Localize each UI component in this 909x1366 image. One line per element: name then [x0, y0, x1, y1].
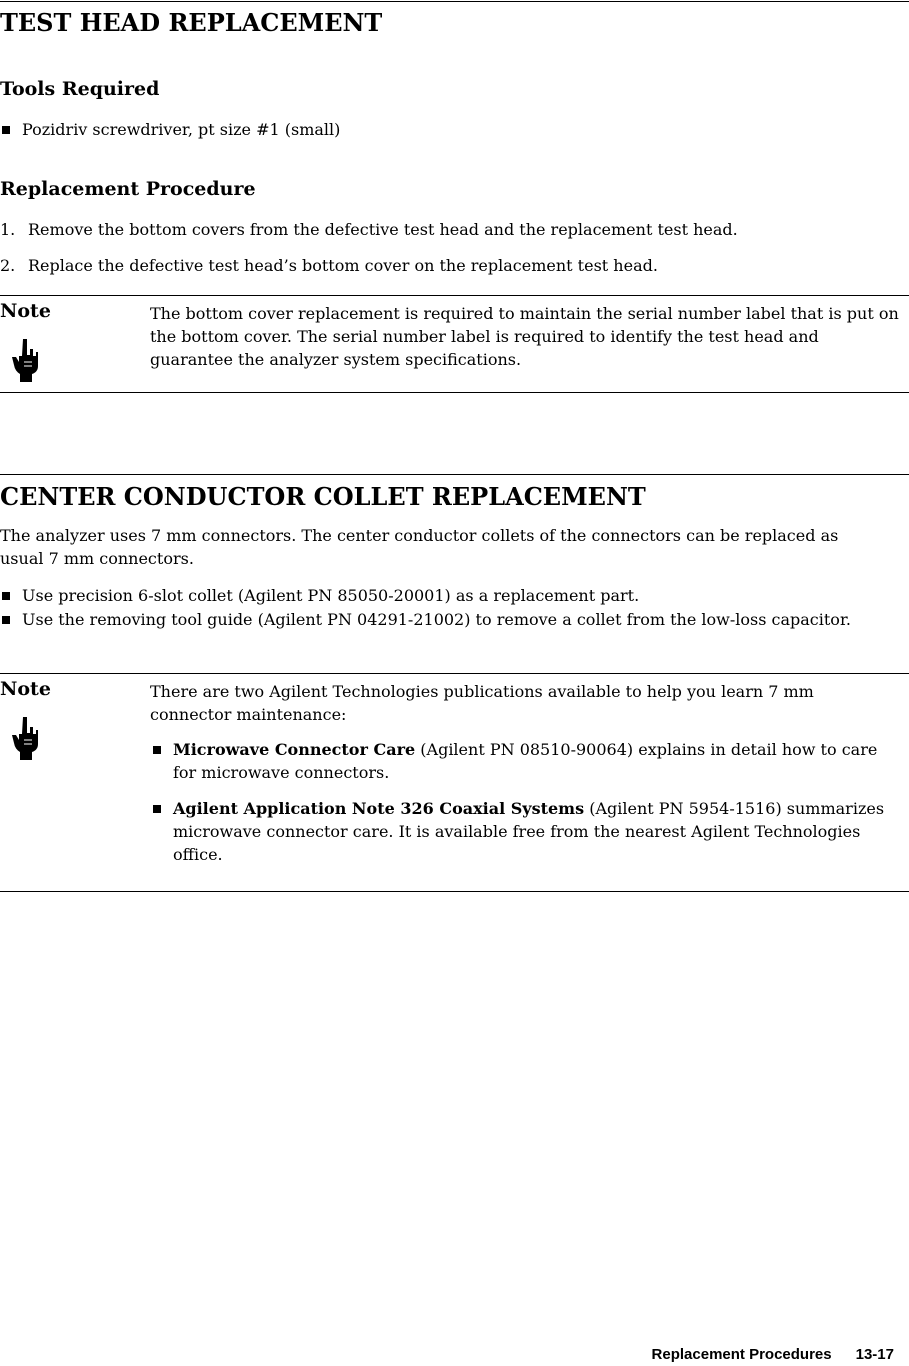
publication-description: (Agilent PN 5954-1516) summarizes microwave connector care. It is available free from the nearest Agilent Technologies office.	[173, 799, 885, 864]
pointing-hand-icon	[10, 338, 40, 382]
bullet-icon	[2, 126, 10, 134]
note-top-rule	[0, 295, 909, 296]
note-label: Note	[0, 678, 51, 700]
section-rule	[0, 1, 909, 2]
note-bottom-rule	[0, 392, 909, 393]
step-number: 2.	[0, 256, 16, 275]
publication-title: Microwave Connector Care	[173, 740, 416, 759]
note-label: Note	[0, 300, 51, 322]
note-text: There are two Agilent Technologies publications available to help you learn 7 mm connector maintenance:	[150, 682, 814, 724]
step-text: Replace the defective test head’s bottom cover on the replacement test head.	[28, 256, 658, 275]
collet-bullet: Use the removing tool guide (Agilent PN 04291-21002) to remove a collet from the low-loss capacitor.	[22, 610, 851, 629]
section-title-test-head: TEST HEAD REPLACEMENT	[0, 8, 383, 37]
collet-bullet: Use precision 6-slot collet (Agilent PN 85050-20001) as a replacement part.	[22, 586, 640, 605]
bullet-icon	[153, 746, 161, 754]
section-title-collet: CENTER CONDUCTOR COLLET REPLACEMENT	[0, 482, 646, 511]
bullet-icon	[2, 616, 10, 624]
pointing-hand-icon	[10, 716, 40, 760]
tools-heading: Tools Required	[0, 78, 160, 100]
procedure-heading: Replacement Procedure	[0, 178, 256, 200]
publication-description: (Agilent PN 08510-90064) explains in detail how to care for microwave connectors.	[173, 740, 878, 782]
note-text: The bottom cover replacement is required to maintain the serial number label that is put on the bottom cover. The serial number label is required to identify the test head and guarantee the analyzer system specifications.	[150, 304, 899, 369]
footer-page-number: 13-17	[855, 1346, 894, 1363]
section-rule	[0, 474, 909, 475]
note-top-rule	[0, 673, 909, 674]
bullet-icon	[153, 805, 161, 813]
page-footer	[628, 1346, 894, 1363]
tool-item: Pozidriv screwdriver, pt size #1 (small)	[22, 120, 341, 139]
intro-paragraph: The analyzer uses 7 mm connectors. The center conductor collets of the connectors can be replaced as usual 7 mm connectors.	[0, 526, 839, 568]
step-number: 1.	[0, 220, 16, 239]
publication-title: Agilent Application Note 326 Coaxial Systems	[173, 799, 585, 818]
step-text: Remove the bottom covers from the defective test head and the replacement test head.	[28, 220, 738, 239]
publication-item	[173, 797, 898, 866]
bullet-icon	[2, 592, 10, 600]
publication-item	[173, 738, 893, 784]
note-bottom-rule	[0, 891, 909, 892]
footer-chapter: Replacement Procedures	[651, 1346, 832, 1363]
